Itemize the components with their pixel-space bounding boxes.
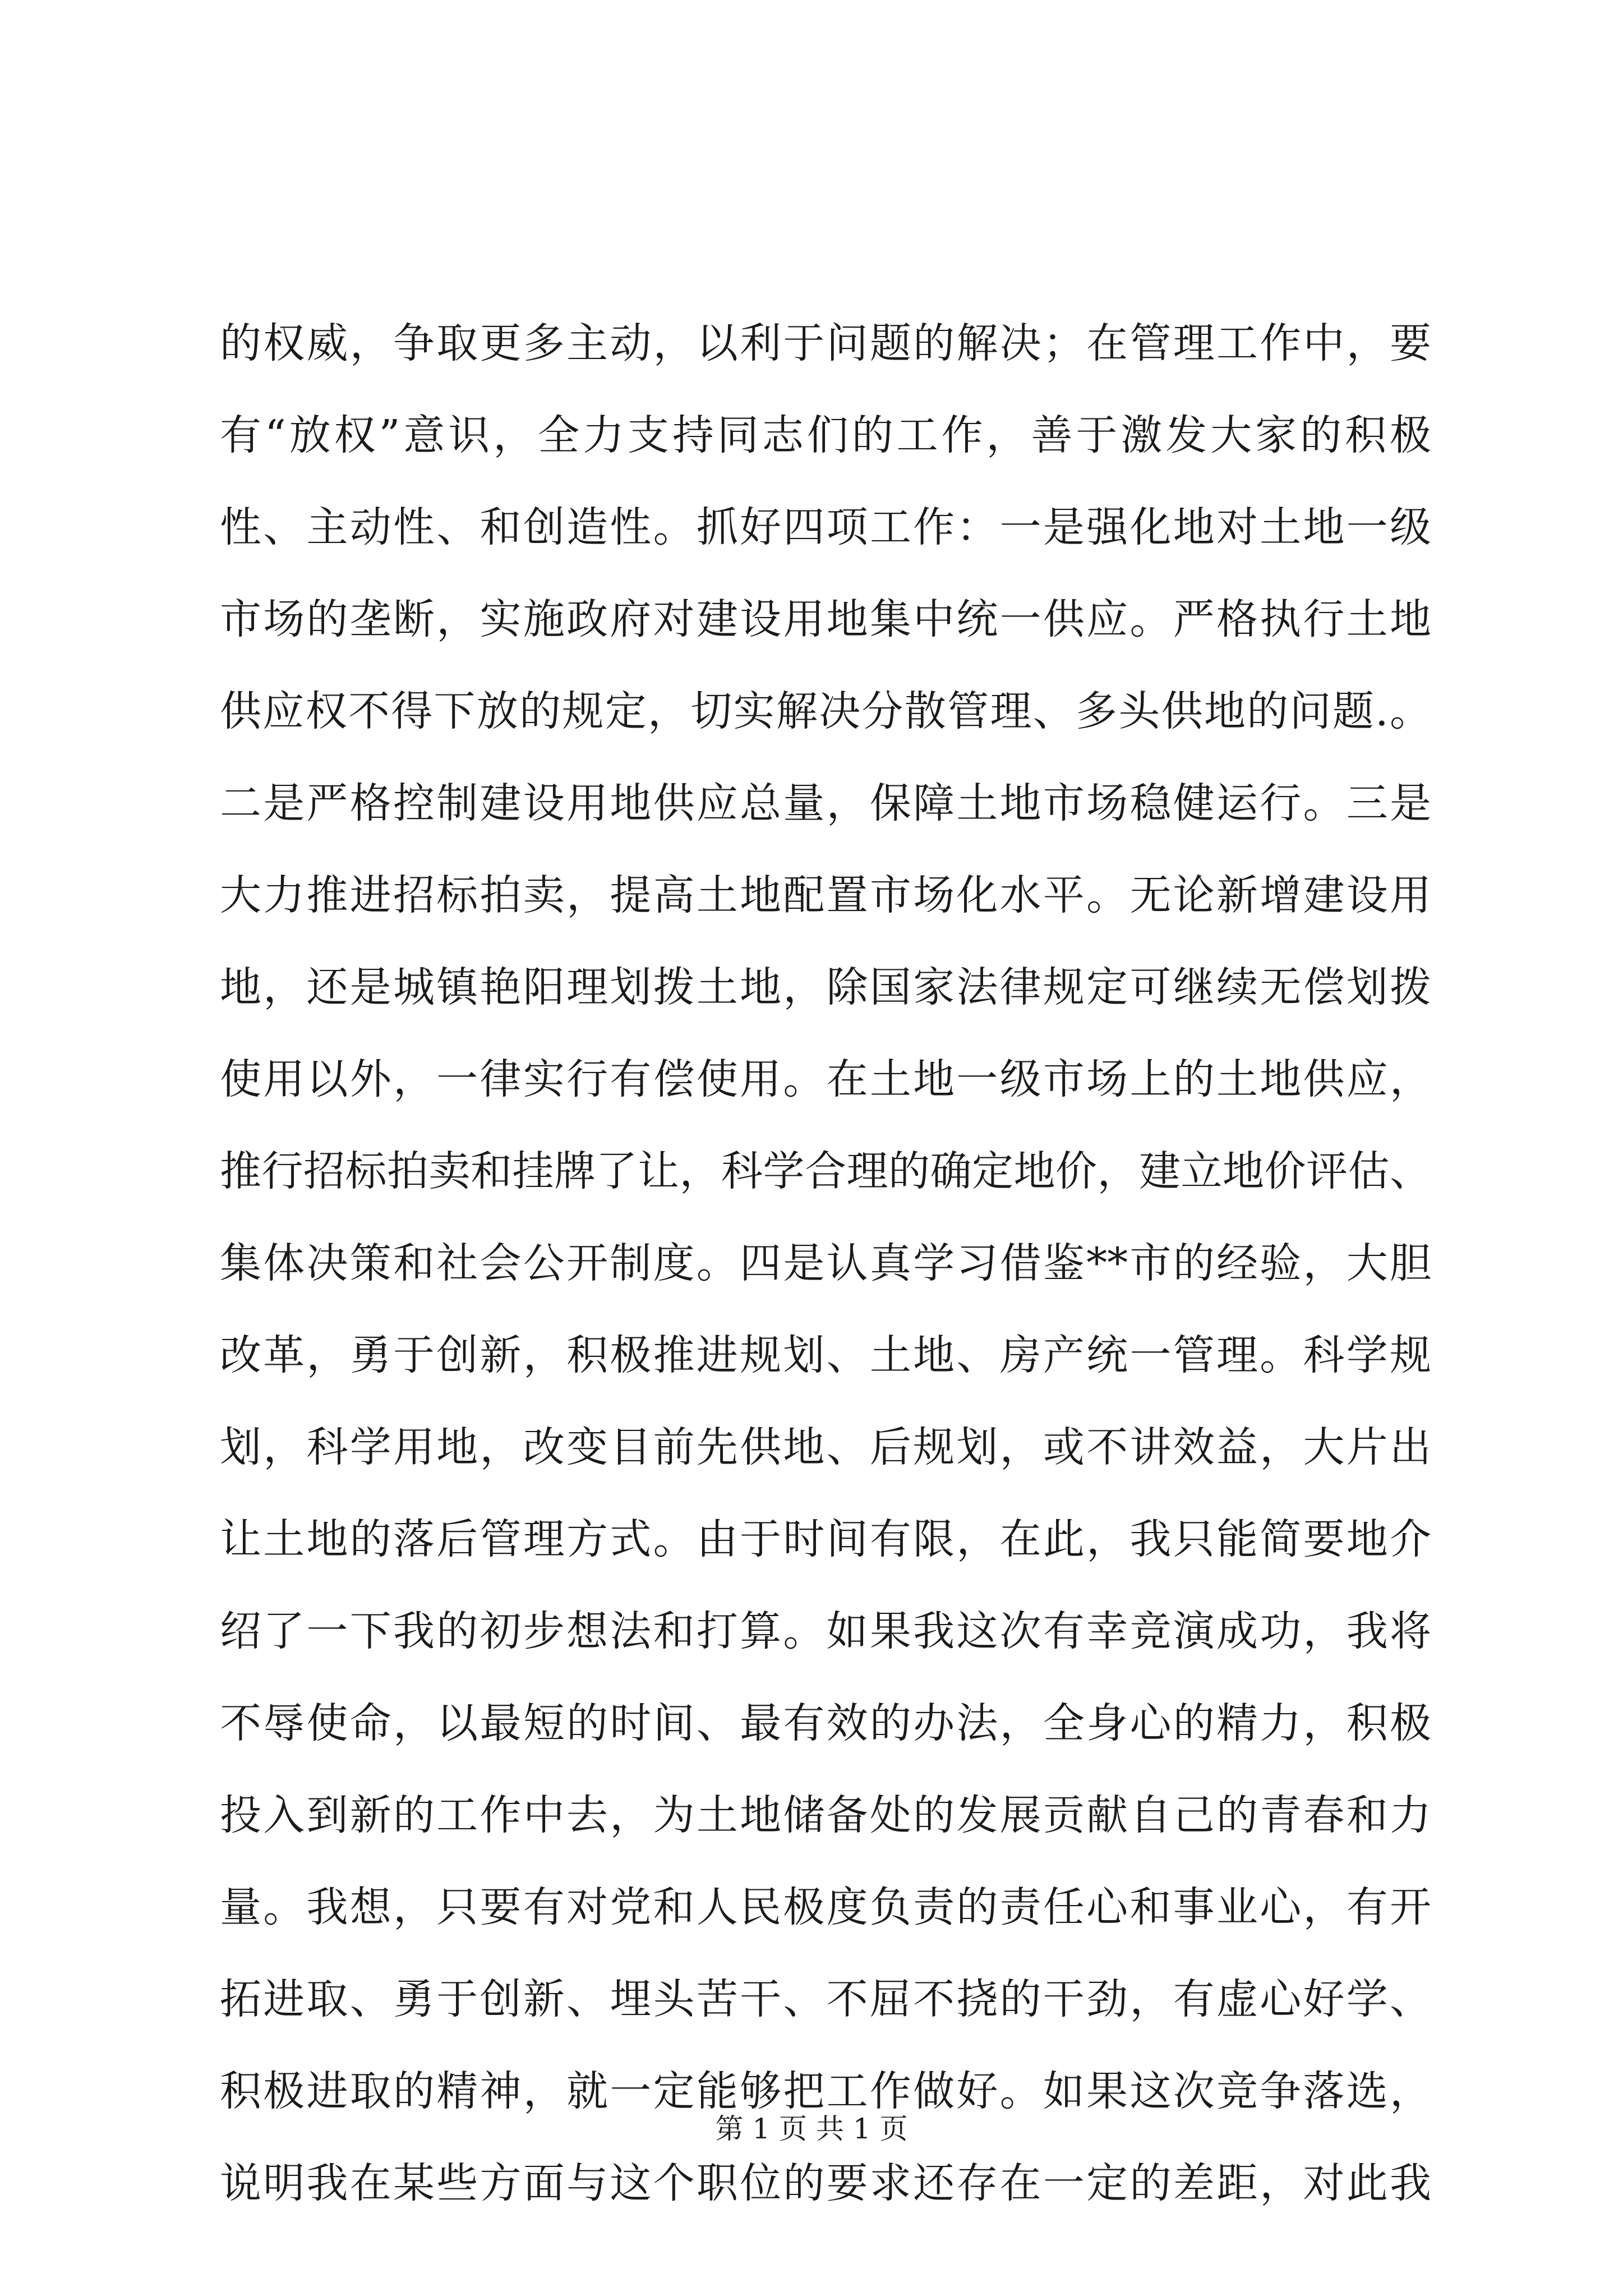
text-line-6: 二是严格控制建设用地供应总量，保障土地市场稳健运行。三是 xyxy=(220,779,1431,827)
text-line-13: 划，科学用地，改变目前先供地、后规划，或不讲效益，大片出 xyxy=(220,1423,1431,1471)
body-text xyxy=(220,297,1431,2229)
text-line-4: 市场的垄断，实施政府对建设用地集中统一供应。严格执行土地 xyxy=(220,595,1431,643)
text-line-19: 拓进取、勇于创新、埋头苦干、不屈不挠的干劲，有虚心好学、 xyxy=(220,1975,1431,2023)
text-line-16: 不辱使命，以最短的时间、最有效的办法，全身心的精力，积极 xyxy=(220,1699,1431,1747)
text-line-20: 积极进取的精神，就一定能够把工作做好。如果这次竞争落选， xyxy=(220,2067,1431,2115)
text-line-18: 量。我想，只要有对党和人民极度负责的责任心和事业心，有开 xyxy=(220,1883,1431,1931)
text-line-10: 推行招标拍卖和挂牌了让，科学合理的确定地价，建立地价评估、 xyxy=(220,1147,1431,1195)
text-line-21: 说明我在某些方面与这个职位的要求还存在一定的差距，对此我 xyxy=(220,2159,1431,2207)
text-line-2: 有“放权”意识，全力支持同志们的工作，善于激发大家的积极 xyxy=(220,411,1431,459)
text-line-11: 集体决策和社会公开制度。四是认真学习借鉴**市的经验，大胆 xyxy=(220,1239,1431,1287)
text-line-7: 大力推进招标拍卖，提高土地配置市场化水平。无论新增建设用 xyxy=(220,871,1431,919)
text-line-12: 改革，勇于创新，积极推进规划、土地、房产统一管理。科学规 xyxy=(220,1331,1431,1379)
text-line-1: 的权威，争取更多主动，以利于问题的解决；在管理工作中，要 xyxy=(220,319,1431,367)
text-line-5: 供应权不得下放的规定，切实解决分散管理、多头供地的问题.。 xyxy=(220,687,1431,735)
text-line-8: 地，还是城镇艳阳理划拨土地，除国家法律规定可继续无偿划拨 xyxy=(220,963,1431,1011)
text-line-15: 绍了一下我的初步想法和打算。如果我这次有幸竞演成功，我将 xyxy=(220,1607,1431,1655)
text-line-14: 让土地的落后管理方式。由于时间有限，在此，我只能简要地介 xyxy=(220,1515,1431,1563)
page-footer xyxy=(0,2109,1623,2148)
text-line-17: 投入到新的工作中去，为土地储备处的发展贡献自己的青春和力 xyxy=(220,1791,1431,1839)
page-number-label: 第 1 页 共 1 页 xyxy=(715,2113,908,2145)
text-line-9: 使用以外，一律实行有偿使用。在土地一级市场上的土地供应， xyxy=(220,1055,1431,1103)
text-line-3: 性、主动性、和创造性。抓好四项工作：一是强化地对土地一级 xyxy=(220,503,1431,551)
